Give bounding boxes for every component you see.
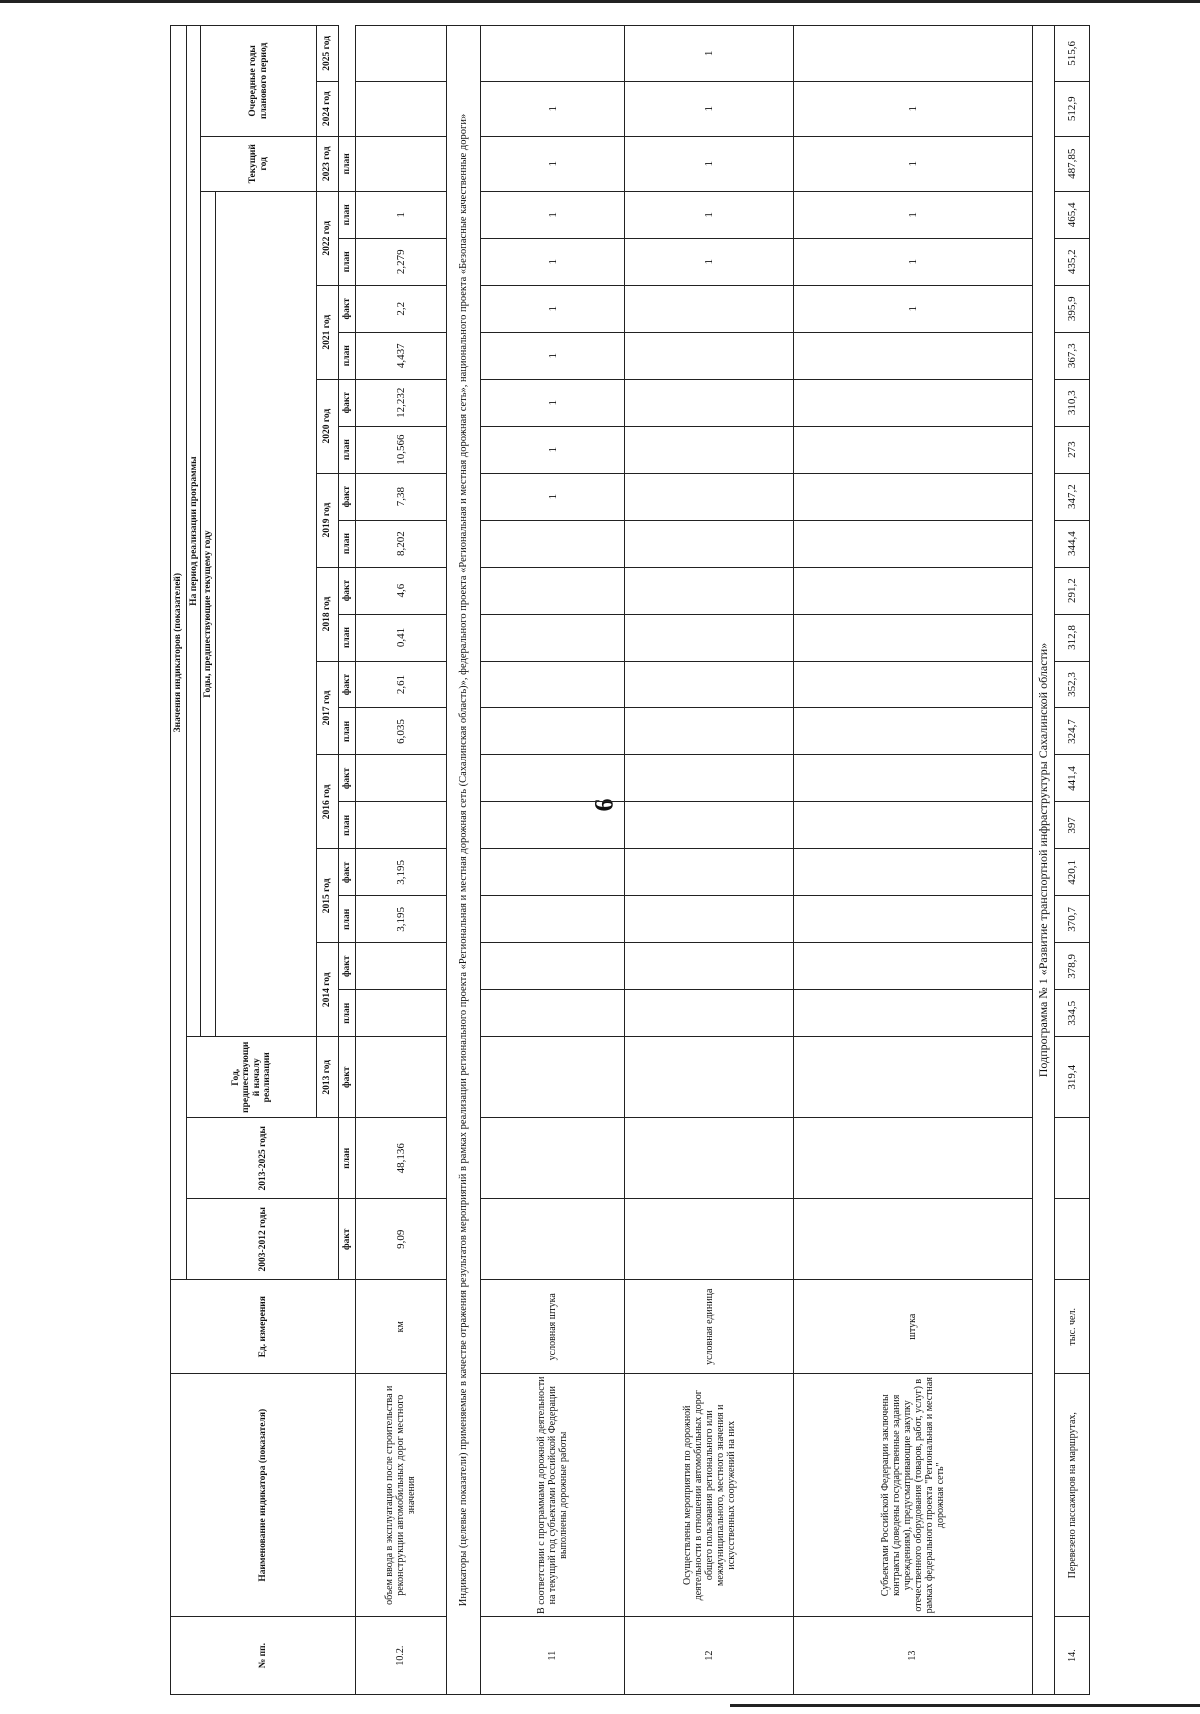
cell-2014-fact [355, 943, 446, 990]
year-2021: 2021 год [317, 285, 339, 379]
row-num: 13 [793, 1617, 1032, 1695]
cell-2025 [481, 26, 625, 82]
year-2024: 2024 год [317, 81, 339, 136]
cell-2023: 1 [793, 136, 1032, 191]
cell-2015-plan: 370,7 [1055, 896, 1090, 943]
cell-2015-plan: 3,195 [355, 896, 446, 943]
cell-2021-fact: 2,2 [355, 285, 446, 332]
sub-plan: план [339, 896, 355, 943]
cell-2025 [793, 26, 1032, 82]
cell-2015-fact: 420,1 [1055, 849, 1090, 896]
row-name: В соответствии с программами дорожной деятельности на текущий год субъектами Российской Федерации выполнены дорожные работы [481, 1374, 625, 1617]
cell-2022-plan: 1 [481, 238, 625, 285]
section-row [446, 26, 480, 1695]
cell-2022-fact: 1 [793, 191, 1032, 238]
cell-2014-fact: 378,9 [1055, 943, 1090, 990]
sub-plan: план [339, 708, 355, 755]
bottom-border-rule [730, 1704, 1200, 1707]
year-2014: 2014 год [317, 943, 339, 1037]
cell-2022-fact: 1 [355, 191, 446, 238]
sub-fact: факт [339, 379, 355, 426]
cell-2014-plan [355, 990, 446, 1037]
cell-2021-plan [793, 332, 1032, 379]
table-row [793, 26, 1032, 1695]
year-2016: 2016 год [317, 755, 339, 849]
row-unit: км [355, 1280, 446, 1374]
cell-2019-plan: 8,202 [355, 520, 446, 567]
current-year-header: Текущий год [201, 136, 317, 191]
cell-2018-fact: 4,6 [355, 567, 446, 614]
row-num: 14. [1055, 1617, 1090, 1695]
cell-2021-fact: 1 [481, 285, 625, 332]
planned-years-header: Очередные годы планового период [201, 26, 317, 137]
cell-2019-fact: 347,2 [1055, 473, 1090, 520]
cell-2023: 487,85 [1055, 136, 1090, 191]
cell-2024: 1 [481, 81, 625, 136]
sub-plan: план [339, 802, 355, 849]
table-row [625, 26, 793, 1695]
cell-2025 [355, 26, 446, 82]
year-2022: 2022 год [317, 191, 339, 285]
section-heading: Индикаторы (целевые показатели) применяемые в качестве отражения результатов мероприятий в рамках реализации регионального проекта «Региональная и местная дорожная сеть (Сахалинская область)», федерального проекта «Региональная и местная дорожная сеть», национального проекта «Безопасные качественные дороги» [446, 26, 480, 1695]
cell-2021-fact: 1 [793, 285, 1032, 332]
cell-2003-2012 [1055, 1199, 1090, 1280]
sub-plan: план [339, 426, 355, 473]
cell-2024 [355, 81, 446, 136]
period-header: На период реализации программы [187, 26, 201, 1037]
col-2003-2012-header: 2003-2012 годы [187, 1199, 339, 1280]
row-num: 12 [625, 1617, 793, 1695]
cell-2017-fact: 2,61 [355, 661, 446, 708]
sub-fact: факт [339, 1037, 355, 1118]
year-2025: 2025 год [317, 26, 339, 82]
cell-2013: 319,4 [1055, 1037, 1090, 1118]
sub-fact: факт [339, 943, 355, 990]
cell-2014-plan: 334,5 [1055, 990, 1090, 1037]
sub-fact: факт [339, 567, 355, 614]
cell-2020-fact: 1 [481, 379, 625, 426]
cell-2017-plan: 6,035 [355, 708, 446, 755]
cell-2015-fact: 3,195 [355, 849, 446, 896]
year-2019: 2019 год [317, 473, 339, 567]
table-row [1055, 26, 1090, 1695]
values-header: Значения индикаторов (показателей) [171, 26, 187, 1280]
cell-2022-fact: 1 [625, 191, 793, 238]
table-row [355, 26, 446, 1695]
cell-2019-fact: 7,38 [355, 473, 446, 520]
row-name: Перевезено пассажиров на маршрутах, [1055, 1374, 1090, 1617]
sub-plan: план [339, 332, 355, 379]
years-before-spacer [215, 191, 316, 1036]
cell-2024: 1 [625, 81, 793, 136]
cell-2023: 1 [481, 136, 625, 191]
cell-2021-plan: 367,3 [1055, 332, 1090, 379]
cell-2013-2025 [1055, 1118, 1090, 1199]
sub-plan: план [339, 191, 355, 238]
cell-2020-fact: 12,232 [355, 379, 446, 426]
year-2023: 2023 год [317, 136, 339, 191]
cell-2022-plan: 435,2 [1055, 238, 1090, 285]
prev-year-header: Год, предшествующий началу реализации [187, 1037, 317, 1118]
year-2013: 2013 год [317, 1037, 339, 1118]
year-2017: 2017 год [317, 661, 339, 755]
sub-fact: факт [339, 661, 355, 708]
sub-fact: факт [339, 285, 355, 332]
cell-2003-2012: 9,09 [355, 1199, 446, 1280]
cell-2025: 515,6 [1055, 26, 1090, 82]
sub-plan: план [339, 614, 355, 661]
indicators-table [170, 25, 1090, 1695]
row-unit: условная единица [625, 1280, 793, 1374]
sub-plan: план [339, 136, 355, 191]
cell-2021-fact: 395,9 [1055, 285, 1090, 332]
cell-2017-plan: 324,7 [1055, 708, 1090, 755]
sub-plan: план [339, 238, 355, 285]
page-number: 6 [589, 798, 619, 812]
row-num: 11 [481, 1617, 625, 1695]
sub-fact: факт [339, 1199, 355, 1280]
row-num: 10.2. [355, 1617, 446, 1695]
cell-2020-fact: 310,3 [1055, 379, 1090, 426]
sub-plan: план [339, 990, 355, 1037]
cell-2016-plan [355, 802, 446, 849]
row-name: объем ввода в эксплуатацию после строительства и реконструкции автомобильных дорог местного значения [355, 1374, 446, 1617]
year-2018: 2018 год [317, 567, 339, 661]
cell-2022-fact: 1 [481, 191, 625, 238]
row-name: Субъектами Российской Федерации заключены контракты (доведены государственные задания учреждениям), предусматривающие закупку отечественного оборудования (товаров, работ, услуг) в рамках федерального проекта "Региональная и местная дорожная сеть" [793, 1374, 1032, 1617]
col-name-header: Наименование индикатора (показателя) [171, 1374, 356, 1617]
cell-2023 [355, 136, 446, 191]
sub-plan: план [339, 520, 355, 567]
row-unit: тыс. чел. [1055, 1280, 1090, 1374]
years-before-header: Годы, предшествующие текущему году [201, 191, 215, 1036]
cell-2017-fact: 352,3 [1055, 661, 1090, 708]
cell-2022-plan: 2,279 [355, 238, 446, 285]
cell-2020-plan: 10,566 [355, 426, 446, 473]
cell-2025: 1 [625, 26, 793, 82]
cell-2022-plan: 1 [625, 238, 793, 285]
row-name: Осуществлены мероприятия по дорожной деятельности в отношении автомобильных дорог общего пользования регионального или межмуниципального, местного значения и искусственных сооружений на них [625, 1374, 793, 1617]
cell-2013-2025: 48,136 [355, 1118, 446, 1199]
sub-fact: факт [339, 473, 355, 520]
cell-2020-plan: 1 [481, 426, 625, 473]
cell-2019-fact: 1 [481, 473, 625, 520]
col-2013-2025-header: 2013-2025 годы [187, 1118, 339, 1199]
cell-2018-plan: 312,8 [1055, 614, 1090, 661]
cell-2021-plan: 4,437 [355, 332, 446, 379]
cell-2019-plan [481, 520, 625, 567]
year-2015: 2015 год [317, 849, 339, 943]
cell-2024: 1 [793, 81, 1032, 136]
cell-2019-plan: 344,4 [1055, 520, 1090, 567]
cell-2024: 512,9 [1055, 81, 1090, 136]
row-unit: условная штука [481, 1280, 625, 1374]
sub-plan: план [339, 1118, 355, 1199]
table-row [481, 26, 625, 1695]
cell-2018-plan: 0,41 [355, 614, 446, 661]
cell-2023: 1 [625, 136, 793, 191]
col-num-header: № пп. [171, 1617, 356, 1695]
cell-2016-fact: 441,4 [1055, 755, 1090, 802]
cell-2022-fact: 465,4 [1055, 191, 1090, 238]
cell-2020-plan: 273 [1055, 426, 1090, 473]
row-unit: штука [793, 1280, 1032, 1374]
cell-2021-plan: 1 [481, 332, 625, 379]
year-2020: 2020 год [317, 379, 339, 473]
sub-fact: факт [339, 849, 355, 896]
cell-2018-fact: 291,2 [1055, 567, 1090, 614]
cell-2016-plan: 397 [1055, 802, 1090, 849]
cell-2013 [355, 1037, 446, 1118]
subprogram-row [1033, 26, 1055, 1695]
col-unit-header: Ед. измерения [171, 1280, 356, 1374]
subprogram-heading: Подпрограмма № 1 «Развитие транспортной инфраструктуры Сахалинской области» [1033, 26, 1055, 1695]
cell-2022-plan: 1 [793, 238, 1032, 285]
cell-2016-fact [355, 755, 446, 802]
sub-fact: факт [339, 755, 355, 802]
